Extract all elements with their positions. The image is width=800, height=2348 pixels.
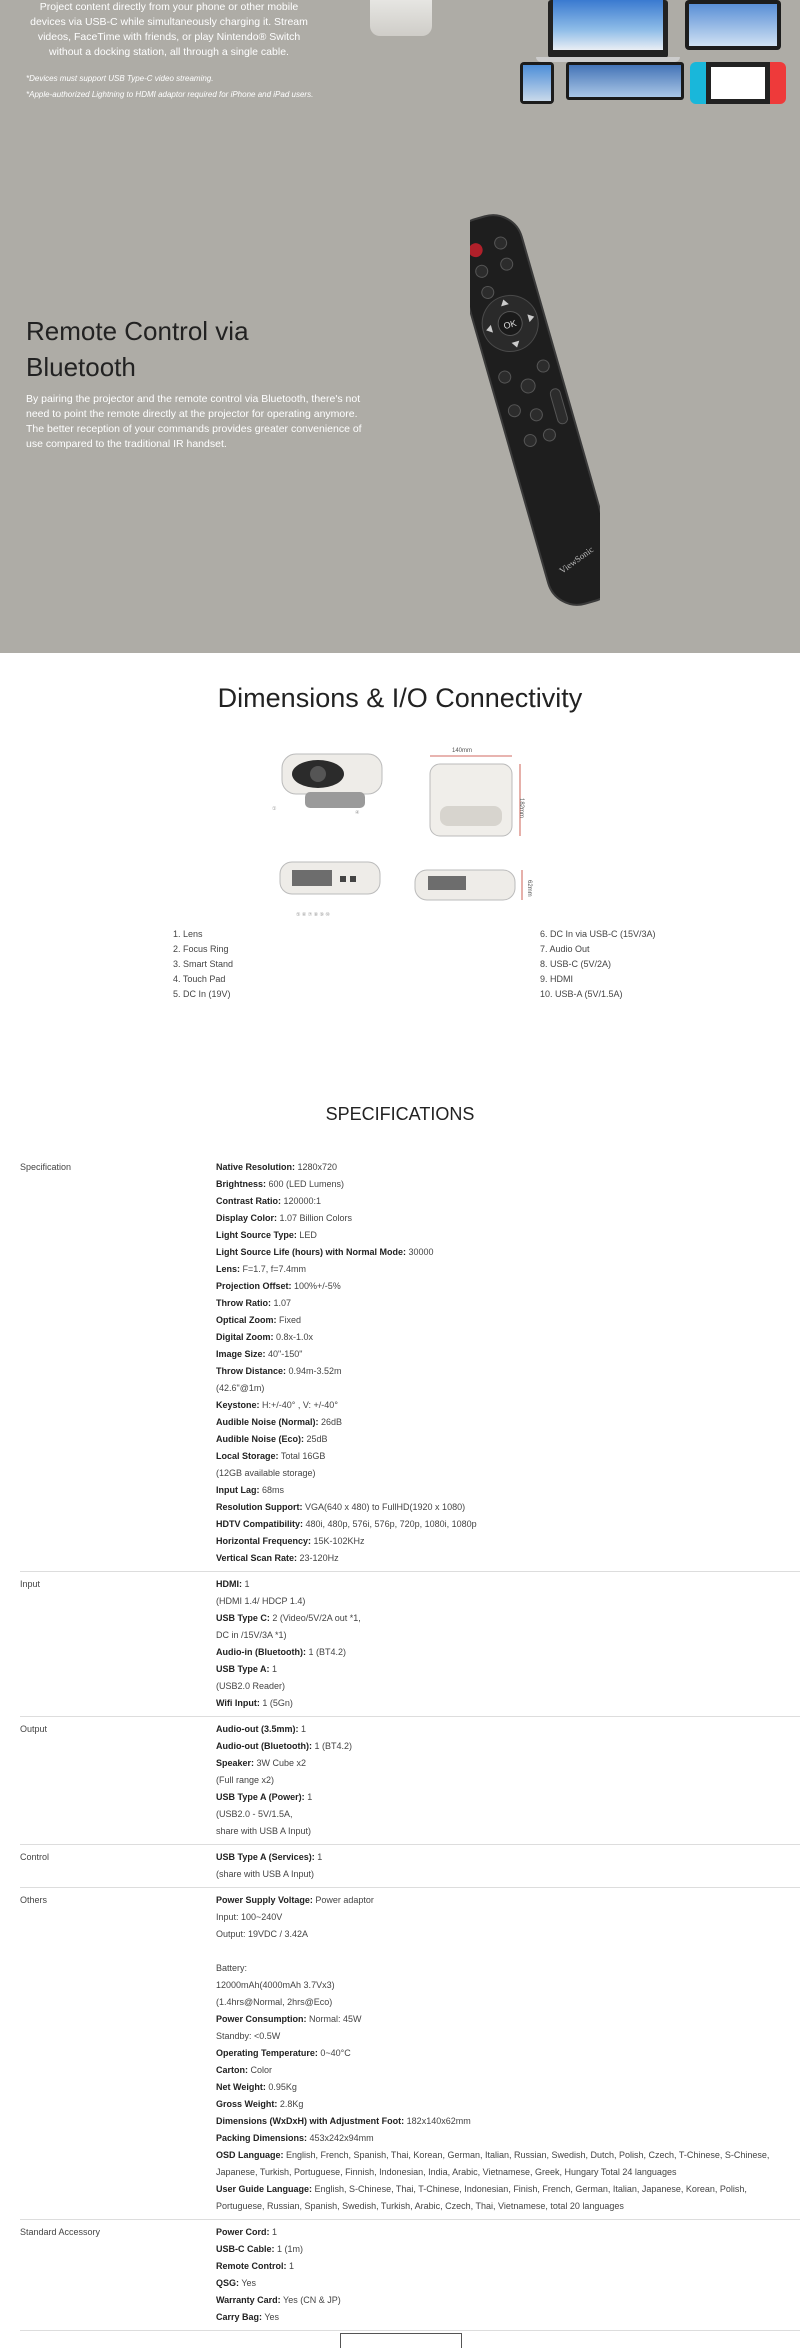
spec-key: Resolution Support: bbox=[216, 1502, 303, 1512]
dimensions-diagram bbox=[0, 730, 800, 930]
spec-row bbox=[20, 1155, 800, 1572]
ports-list-left bbox=[173, 927, 233, 1002]
spec-key: Horizontal Frequency: bbox=[216, 1536, 312, 1546]
spec-value: 600 (LED Lumens) bbox=[266, 1179, 345, 1189]
specifications-title: SPECIFICATIONS bbox=[325, 1104, 475, 1124]
spec-item bbox=[216, 1244, 788, 1261]
spec-item bbox=[216, 1943, 788, 1960]
spec-key: Throw Distance: bbox=[216, 1366, 287, 1376]
spec-key: User Guide Language: bbox=[216, 2184, 313, 2194]
spec-value: Yes (CN & JP) bbox=[280, 2295, 341, 2305]
spec-key: USB Type A (Power): bbox=[216, 1792, 305, 1802]
spec-item bbox=[216, 2241, 788, 2258]
spec-items bbox=[216, 1721, 800, 1840]
spec-value: VGA(640 x 480) to FullHD(1920 x 1080) bbox=[302, 1502, 466, 1512]
spec-category: Standard Accessory bbox=[20, 2227, 101, 2237]
spec-value: 68ms bbox=[259, 1485, 285, 1495]
spec-category: Control bbox=[20, 1852, 50, 1862]
port-item: 9. HDMI bbox=[540, 974, 574, 984]
spec-item bbox=[216, 1448, 788, 1465]
spec-value: 3W Cube x2 bbox=[254, 1758, 307, 1768]
spec-value: (share with USB A Input) bbox=[216, 1869, 315, 1879]
spec-item bbox=[216, 1499, 788, 1516]
spec-key: USB Type C: bbox=[216, 1613, 270, 1623]
spec-value: 1 bbox=[314, 1852, 323, 1862]
spec-key: Speaker: bbox=[216, 1758, 255, 1768]
spec-item bbox=[216, 2045, 788, 2062]
spec-item bbox=[216, 1397, 788, 1414]
spec-key: HDTV Compatibility: bbox=[216, 1519, 303, 1529]
spec-value: 453x242x94mm bbox=[307, 2133, 374, 2143]
spec-value: Input: 100~240V bbox=[216, 1912, 283, 1922]
spec-value: 1 (1m) bbox=[274, 2244, 304, 2254]
spec-value: (USB2.0 - 5V/1.5A, bbox=[216, 1809, 293, 1819]
spec-item bbox=[216, 1363, 788, 1380]
spec-item bbox=[216, 1516, 788, 1533]
spec-item bbox=[216, 1909, 788, 1926]
spec-value: 40"-150" bbox=[265, 1349, 303, 1359]
svg-text:①: ① bbox=[272, 806, 277, 812]
spec-item bbox=[216, 2096, 788, 2113]
spec-value: 1 (5Gn) bbox=[259, 1698, 293, 1708]
monitor-image bbox=[566, 62, 684, 100]
spec-key: Carry Bag: bbox=[216, 2312, 263, 2322]
spec-key: Throw Ratio: bbox=[216, 1298, 271, 1308]
spec-value: share with USB A Input) bbox=[216, 1826, 312, 1836]
spec-key: Packing Dimensions: bbox=[216, 2133, 308, 2143]
spec-item bbox=[216, 1414, 788, 1431]
bottom-button[interactable] bbox=[340, 2333, 462, 2348]
spec-value: 1280x720 bbox=[295, 1162, 338, 1172]
laptop-image bbox=[548, 0, 668, 58]
spec-key: USB-C Cable: bbox=[216, 2244, 275, 2254]
spec-item bbox=[216, 1576, 788, 1593]
spec-value: (42.6"@1m) bbox=[216, 1383, 265, 1393]
spec-item bbox=[216, 1550, 788, 1567]
spec-item bbox=[216, 2147, 788, 2181]
spec-items bbox=[216, 1849, 800, 1883]
spec-item bbox=[216, 1695, 788, 1712]
spec-key: Operating Temperature: bbox=[216, 2048, 318, 2058]
spec-key: USB Type A: bbox=[216, 1664, 270, 1674]
projector-perspective-image bbox=[272, 754, 382, 816]
spec-item bbox=[216, 1960, 788, 1977]
spec-key: Audible Noise (Normal): bbox=[216, 1417, 319, 1427]
spec-key: Brightness: bbox=[216, 1179, 267, 1189]
spec-key: OSD Language: bbox=[216, 2150, 284, 2160]
spec-value: H:+/-40° , V: +/-40° bbox=[259, 1400, 338, 1410]
spec-items bbox=[216, 1159, 800, 1567]
remote-control-image bbox=[470, 200, 600, 620]
spec-item bbox=[216, 1866, 788, 1883]
svg-text:④: ④ bbox=[355, 810, 360, 816]
spec-value: Total 16GB bbox=[278, 1451, 326, 1461]
spec-value: English, S-Chinese, Thai, T-Chinese, Indonesian, Finish, French, German, Italian, Japanese, Korean, Polish, Portuguese, Russian, Spanish, Swedish, Turkish, Arabic, Czech, Thai, Vietnamese, total 20 languages bbox=[216, 2184, 747, 2211]
spec-key: Image Size: bbox=[216, 1349, 266, 1359]
spec-category: Others bbox=[20, 1895, 48, 1905]
spec-item bbox=[216, 2292, 788, 2309]
spec-key: Input Lag: bbox=[216, 1485, 260, 1495]
port-item: 7. Audio Out bbox=[540, 944, 590, 954]
spec-value: LED bbox=[296, 1230, 317, 1240]
spec-row bbox=[20, 2220, 800, 2331]
spec-key: Vertical Scan Rate: bbox=[216, 1553, 298, 1563]
port-item: 2. Focus Ring bbox=[173, 944, 229, 954]
spec-value: F=1.7, f=7.4mm bbox=[240, 1264, 307, 1274]
spec-value: 25dB bbox=[304, 1434, 328, 1444]
spec-value: Power adaptor bbox=[312, 1895, 374, 1905]
spec-value: (USB2.0 Reader) bbox=[216, 1681, 286, 1691]
spec-value: 1 bbox=[298, 1724, 307, 1734]
spec-item bbox=[216, 1193, 788, 1210]
spec-item bbox=[216, 1346, 788, 1363]
spec-row bbox=[20, 1572, 800, 1717]
remote-ok-label: OK bbox=[502, 317, 518, 332]
spec-item bbox=[216, 1721, 788, 1738]
spec-category: Specification bbox=[20, 1162, 72, 1172]
remote-brand: ViewSonic bbox=[557, 544, 596, 576]
spec-row bbox=[20, 1845, 800, 1888]
spec-value: 1.07 bbox=[271, 1298, 292, 1308]
spec-item bbox=[216, 2258, 788, 2275]
phone-image bbox=[520, 62, 554, 104]
spec-key: Carton: bbox=[216, 2065, 248, 2075]
spec-item bbox=[216, 1533, 788, 1550]
spec-item bbox=[216, 2309, 788, 2326]
spec-value: 2.8Kg bbox=[277, 2099, 304, 2109]
spec-value: 1 (BT4.2) bbox=[305, 1647, 346, 1657]
port-item: 1. Lens bbox=[173, 929, 203, 939]
spec-key: QSG: bbox=[216, 2278, 240, 2288]
spec-key: Audio-out (3.5mm): bbox=[216, 1724, 299, 1734]
spec-item bbox=[216, 1977, 788, 1994]
spec-item bbox=[216, 1227, 788, 1244]
spec-category: Input bbox=[20, 1579, 41, 1589]
spec-value: 480i, 480p, 576i, 576p, 720p, 1080i, 1080p bbox=[303, 1519, 477, 1529]
spec-value: Output: 19VDC / 3.42A bbox=[216, 1929, 309, 1939]
spec-item bbox=[216, 2062, 788, 2079]
usbc-note-1: *Devices must support USB Type-C video streaming. bbox=[26, 74, 214, 83]
spec-value: Normal: 45W bbox=[306, 2014, 362, 2024]
spec-value: 15K-102KHz bbox=[311, 1536, 365, 1546]
height-label: 182mm bbox=[518, 798, 524, 819]
spec-item bbox=[216, 1261, 788, 1278]
spec-key: Remote Control: bbox=[216, 2261, 287, 2271]
spec-value: Fixed bbox=[276, 1315, 302, 1325]
depth-label: 62mm bbox=[526, 880, 532, 897]
port-item: 3. Smart Stand bbox=[173, 959, 234, 969]
spec-value: Standby: <0.5W bbox=[216, 2031, 281, 2041]
remote-description: By pairing the projector and the remote control via Bluetooth, there's not need to point the remote directly at the projector for operating anymore. The better reception of your commands provides greater convenience of use compared to the traditional IR handset. bbox=[26, 393, 362, 450]
spec-item bbox=[216, 2079, 788, 2096]
spec-value: Yes bbox=[239, 2278, 257, 2288]
spec-key: Power Cord: bbox=[216, 2227, 270, 2237]
spec-item bbox=[216, 1176, 788, 1193]
spec-item bbox=[216, 2011, 788, 2028]
spec-item bbox=[216, 1312, 788, 1329]
spec-item bbox=[216, 1755, 788, 1772]
spec-value: 12000mAh(4000mAh 3.7Vx3) bbox=[216, 1980, 335, 1990]
spec-item bbox=[216, 1644, 788, 1661]
spec-item bbox=[216, 1465, 788, 1482]
spec-key: Net Weight: bbox=[216, 2082, 266, 2092]
spec-item bbox=[216, 1738, 788, 1755]
spec-value: 1 bbox=[304, 1792, 313, 1802]
spec-value: English, French, Spanish, Thai, Korean, German, Italian, Russian, Swedish, Dutch, Polish, Czech, T-Chinese, S-Chinese, Japanese, Turkish, Portuguese, Finnish, Indonesian, India, Arabic, Vietnamese, Greek, Hungary Total 24 languages bbox=[216, 2150, 770, 2177]
spec-item bbox=[216, 1210, 788, 1227]
spec-key: Audible Noise (Eco): bbox=[216, 1434, 305, 1444]
spec-key: Light Source Life (hours) with Normal Mode: bbox=[216, 1247, 406, 1257]
spec-item bbox=[216, 1627, 788, 1644]
spec-key: Power Supply Voltage: bbox=[216, 1895, 313, 1905]
spec-value: 100%+/-5% bbox=[291, 1281, 341, 1291]
spec-key: Warranty Card: bbox=[216, 2295, 281, 2305]
svg-text:⑤ ⑥ ⑦ ⑧ ⑨ ⑩: ⑤ ⑥ ⑦ ⑧ ⑨ ⑩ bbox=[296, 912, 330, 918]
width-label: 140mm bbox=[452, 748, 473, 754]
spec-value: 0.94m-3.52m bbox=[286, 1366, 342, 1376]
spec-value: 182x140x62mm bbox=[404, 2116, 471, 2126]
spec-item bbox=[216, 1661, 788, 1678]
spec-items bbox=[216, 1576, 800, 1712]
nintendo-switch-image bbox=[690, 62, 786, 104]
spec-item bbox=[216, 2113, 788, 2130]
hero-section bbox=[0, 0, 800, 653]
spec-value: Battery: bbox=[216, 1963, 248, 1973]
spec-value: Yes bbox=[262, 2312, 280, 2322]
spec-key: Digital Zoom: bbox=[216, 1332, 274, 1342]
spec-item bbox=[216, 1926, 788, 1943]
spec-value: 120000:1 bbox=[281, 1196, 322, 1206]
spec-item bbox=[216, 1772, 788, 1789]
spec-item bbox=[216, 1610, 788, 1627]
spec-item bbox=[216, 1892, 788, 1909]
spec-row bbox=[20, 1888, 800, 2220]
spec-item bbox=[216, 2130, 788, 2147]
spec-value: 0.8x-1.0x bbox=[273, 1332, 314, 1342]
spec-value: (12GB available storage) bbox=[216, 1468, 316, 1478]
spec-item bbox=[216, 1678, 788, 1695]
specifications-table bbox=[20, 1155, 800, 2331]
usbc-description: Project content directly from your phone or other mobile devices via USB-C while simultaneously charging it. Stream videos, FaceTime with friends, or play Nintendo® Switch without a docking station, all through a single cable. bbox=[30, 1, 308, 58]
spec-item bbox=[216, 1849, 788, 1866]
spec-item bbox=[216, 1278, 788, 1295]
spec-key: Local Storage: bbox=[216, 1451, 279, 1461]
spec-item bbox=[216, 2181, 788, 2215]
spec-value: 26dB bbox=[318, 1417, 343, 1427]
spec-key: Light Source Type: bbox=[216, 1230, 297, 1240]
spec-item bbox=[216, 1159, 788, 1176]
spec-key: USB Type A (Services): bbox=[216, 1852, 315, 1862]
spec-key: Keystone: bbox=[216, 1400, 260, 1410]
projector-side-image bbox=[415, 870, 532, 900]
spec-key: Power Consumption: bbox=[216, 2014, 307, 2024]
spec-item bbox=[216, 1295, 788, 1312]
projector-ports-image bbox=[280, 862, 380, 918]
port-item: 4. Touch Pad bbox=[173, 974, 226, 984]
spec-item bbox=[216, 2275, 788, 2292]
spec-value: 1 bbox=[286, 2261, 295, 2271]
ports-list-right bbox=[540, 927, 656, 1002]
spec-items bbox=[216, 2224, 800, 2326]
spec-value: 1 bbox=[242, 1579, 250, 1589]
spec-key: Wifi Input: bbox=[216, 1698, 260, 1708]
spec-key: Projection Offset: bbox=[216, 1281, 292, 1291]
spec-item bbox=[216, 2028, 788, 2045]
spec-item bbox=[216, 1593, 788, 1610]
projector-front-image bbox=[430, 748, 524, 836]
spec-key: Audio-out (Bluetooth): bbox=[216, 1741, 312, 1751]
spec-item bbox=[216, 1380, 788, 1397]
spec-value: 30000 bbox=[406, 1247, 434, 1257]
spec-item bbox=[216, 2224, 788, 2241]
port-item: 8. USB-C (5V/2A) bbox=[540, 959, 612, 969]
spec-value: 23-120Hz bbox=[297, 1553, 339, 1563]
dimensions-title: Dimensions & I/O Connectivity bbox=[217, 683, 583, 713]
spec-item bbox=[216, 1789, 788, 1806]
spec-key: Display Color: bbox=[216, 1213, 278, 1223]
spec-key: Optical Zoom: bbox=[216, 1315, 277, 1325]
spec-row bbox=[20, 1717, 800, 1845]
spec-value: 1 bbox=[269, 1664, 278, 1674]
spec-item bbox=[216, 1431, 788, 1448]
port-item: 5. DC In (19V) bbox=[173, 989, 231, 999]
spec-category: Output bbox=[20, 1724, 48, 1734]
spec-value: 1 bbox=[269, 2227, 278, 2237]
port-item: 10. USB-A (5V/1.5A) bbox=[540, 989, 623, 999]
spec-value: 2 (Video/5V/2A out *1, bbox=[269, 1613, 361, 1623]
spec-value: (1.4hrs@Normal, 2hrs@Eco) bbox=[216, 1997, 333, 2007]
remote-title: Remote Control via Bluetooth bbox=[26, 316, 249, 382]
port-item: 6. DC In via USB-C (15V/3A) bbox=[540, 929, 656, 939]
tablet-image bbox=[685, 0, 781, 50]
spec-value: 0.95Kg bbox=[265, 2082, 297, 2092]
spec-value: 1 (BT4.2) bbox=[311, 1741, 352, 1751]
spec-value: DC in /15V/3A *1) bbox=[216, 1630, 287, 1640]
spec-key: Contrast Ratio: bbox=[216, 1196, 281, 1206]
spec-value: 0~40°C bbox=[317, 2048, 351, 2058]
spec-key: Dimensions (WxDxH) with Adjustment Foot: bbox=[216, 2116, 405, 2126]
spec-value: (Full range x2) bbox=[216, 1775, 275, 1785]
spec-item bbox=[216, 1994, 788, 2011]
spec-item bbox=[216, 1482, 788, 1499]
spec-key: HDMI: bbox=[216, 1579, 242, 1589]
spec-value: 1.07 Billion Colors bbox=[277, 1213, 353, 1223]
spec-key: Lens: bbox=[216, 1264, 241, 1274]
spec-value: Color bbox=[248, 2065, 273, 2075]
spec-item bbox=[216, 1806, 788, 1823]
spec-item bbox=[216, 1329, 788, 1346]
spec-key: Audio-in (Bluetooth): bbox=[216, 1647, 306, 1657]
spec-key: Native Resolution: bbox=[216, 1162, 296, 1172]
usbc-note-2: *Apple-authorized Lightning to HDMI adaptor required for iPhone and iPad users. bbox=[26, 90, 314, 99]
spec-key: Gross Weight: bbox=[216, 2099, 278, 2109]
projector-image bbox=[370, 0, 432, 36]
spec-item bbox=[216, 1823, 788, 1840]
spec-value: (HDMI 1.4/ HDCP 1.4) bbox=[216, 1596, 306, 1606]
spec-items bbox=[216, 1892, 800, 2215]
